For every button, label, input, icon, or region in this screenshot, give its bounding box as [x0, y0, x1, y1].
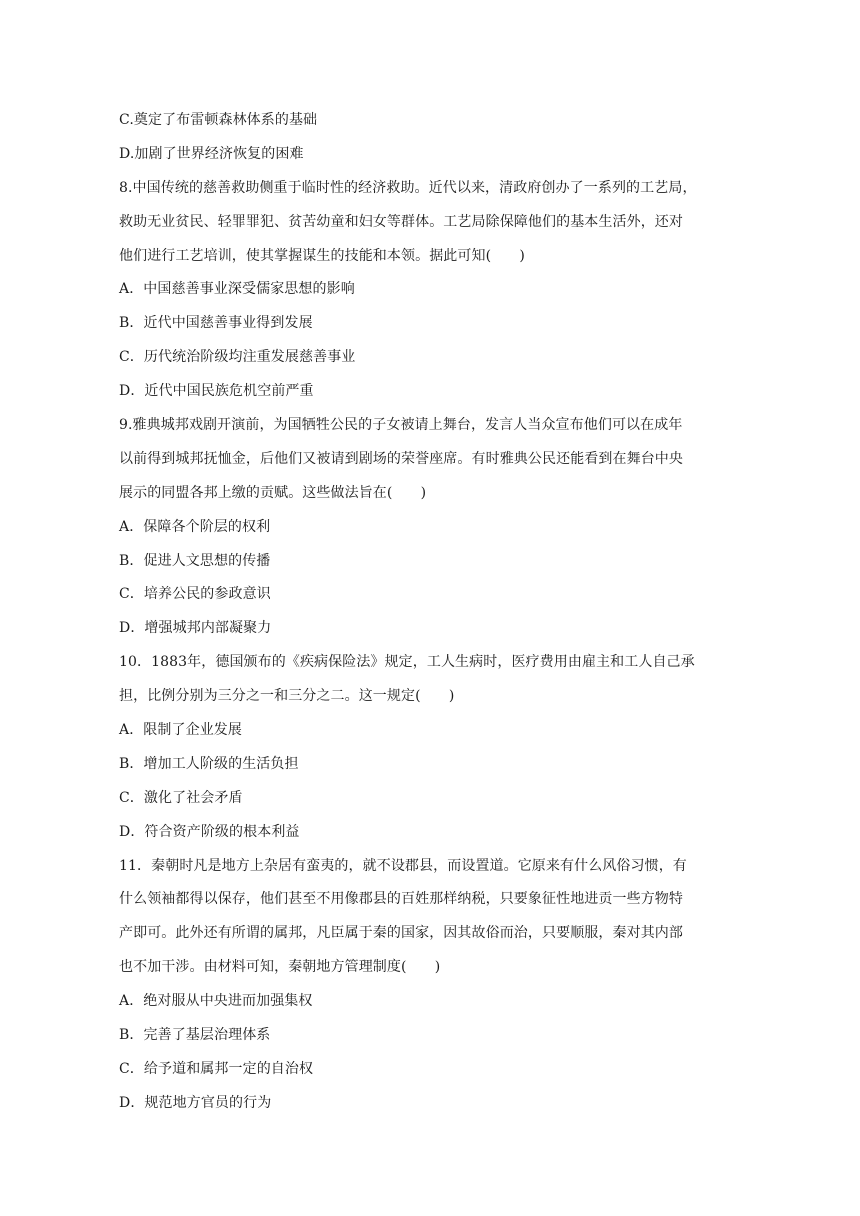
question-9-line-1: 9.雅典城邦戏剧开演前，为国牺牲公民的子女被请上舞台，发言人当众宣布他们可以在成年	[119, 417, 683, 434]
option-b-q9: B．促进人文思想的传播	[119, 552, 271, 569]
option-c-q8: C．历代统治阶级均注重发展慈善事业	[119, 349, 356, 366]
option-d-q8: D．近代中国民族危机空前严重	[119, 383, 314, 400]
document-page	[119, 104, 747, 1121]
question-11-line-3: 产即可。此外还有所谓的属邦，凡臣属于秦的国家，因其故俗而治，只要顺服，秦对其内部	[119, 925, 683, 942]
option-b-q10: B．增加工人阶级的生活负担	[119, 755, 299, 772]
question-11-line-2: 什么领袖都得以保存，他们甚至不用像郡县的百姓那样纳税，只要象征性地进贡一些方物特	[119, 891, 683, 908]
question-8-line-3: 他们进行工艺培训，使其掌握谋生的技能和本领。据此可知( )	[119, 247, 525, 264]
question-10-line-2: 担，比例分别为三分之一和三分之二。这一规定( )	[119, 688, 455, 705]
option-d-q11: D．规范地方官员的行为	[119, 1094, 272, 1111]
question-9	[119, 409, 747, 511]
question-8-line-2: 救助无业贫民、轻罪罪犯、贫苦幼童和妇女等群体。工艺局除保障他们的基本生活外，还对	[119, 213, 683, 230]
question-10-line-1: 10．1883年，德国颁布的《疾病保险法》规定，工人生病时，医疗费用由雇主和工人自己承	[119, 654, 695, 671]
option-a-q8: A．中国慈善事业深受儒家思想的影响	[119, 281, 355, 298]
option-a-q11: A．绝对服从中央进而加强集权	[119, 993, 313, 1010]
option-a-q9: A．保障各个阶层的权利	[119, 518, 271, 535]
question-9-line-3: 展示的同盟各邦上缴的贡赋。这些做法旨在( )	[119, 484, 427, 501]
question-11	[119, 850, 747, 986]
option-c-q10: C．激化了社会矛盾	[119, 789, 243, 806]
question-9-line-2: 以前得到城邦抚恤金，后他们又被请到剧场的荣誉座席。有时雅典公民还能看到在舞台中央	[119, 450, 683, 467]
question-8-line-1: 8.中国传统的慈善救助侧重于临时性的经济救助。近代以来，清政府创办了一系列的工艺局，	[119, 179, 697, 196]
option-c-q11: C．给予道和属邦一定的自治权	[119, 1060, 314, 1077]
option-d-q10: D．符合资产阶级的根本利益	[119, 823, 300, 840]
option-d-q9: D．增强城邦内部凝聚力	[119, 620, 272, 637]
question-10	[119, 646, 747, 714]
option-d-q7: D.加剧了世界经济恢复的困难	[119, 145, 304, 162]
option-a-q10: A．限制了企业发展	[119, 722, 243, 739]
option-c-q9: C．培养公民的参政意识	[119, 586, 271, 603]
question-11-line-4: 也不加干涉。由材料可知，秦朝地方管理制度( )	[119, 959, 441, 976]
option-b-q8: B．近代中国慈善事业得到发展	[119, 315, 313, 332]
question-11-line-1: 11．秦朝时凡是地方上杂居有蛮夷的，就不设郡县，而设置道。它原来有什么风俗习惯，有	[119, 857, 687, 874]
question-8	[119, 172, 747, 274]
option-c-q7: C.奠定了布雷顿森林体系的基础	[119, 112, 318, 128]
option-b-q11: B．完善了基层治理体系	[119, 1027, 271, 1044]
